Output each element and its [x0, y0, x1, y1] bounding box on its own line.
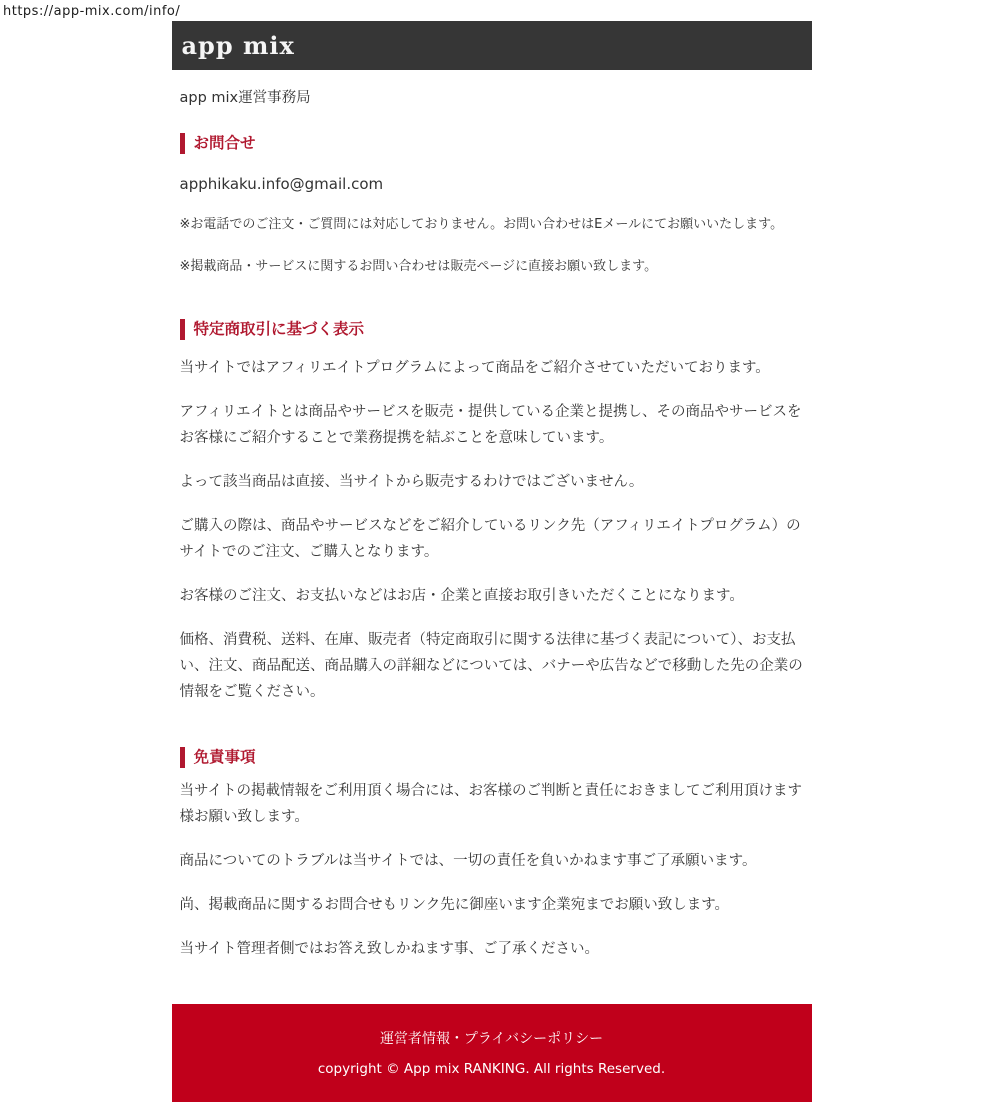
commerce-paragraph: 価格、消費税、送料、在庫、販売者（特定商取引に関する法律に基づく表記について）、お支払い、注文、商品配送、商品購入の詳細などについては、バナーや広告などで移動した先の企業の情報をご覧ください。 — [179, 632, 803, 700]
main-content — [172, 87, 812, 962]
contact-email: apphikaku.info@gmail.com — [179, 175, 384, 193]
section-disclaimer — [180, 747, 804, 962]
commerce-paragraph: よって該当商品は直接、当サイトから販売するわけではございません。 — [179, 474, 644, 490]
disclaimer-paragraph: 当サイトの掲載情報をご利用頂く場合には、お客様のご判断と責任におきましてご利用頂けます様お願い致します。 — [179, 783, 802, 825]
privacy-policy-link[interactable]: 運営者情報・プライバシーポリシー — [379, 1031, 604, 1047]
disclaimer-section-heading: 免責事項 — [180, 747, 804, 768]
contact-note: ※お電話でのご注文・ご質問には対応しておりません。お問い合わせはEメールにてお願いいたします。 — [179, 217, 784, 232]
site-header — [172, 21, 812, 70]
commerce-paragraph: お客様のご注文、お支払いなどはお店・企業と直接お取引きいただくことになります。 — [179, 588, 744, 604]
disclaimer-paragraph: 尚、掲載商品に関するお問合せもリンク先に御座います企業宛までお願い致します。 — [179, 897, 730, 913]
disclaimer-paragraph: 当サイト管理者側ではお答え致しかねます事、ご了承ください。 — [179, 941, 599, 957]
site-footer — [172, 1004, 812, 1102]
commerce-paragraph: アフィリエイトとは商品やサービスを販売・提供している企業と提携し、その商品やサービスをお客様にご紹介することで業務提携を結ぶことを意味しています。 — [179, 404, 802, 446]
commerce-section-heading: 特定商取引に基づく表示 — [180, 319, 804, 340]
site-operator-line: app mix運営事務局 — [179, 90, 311, 106]
disclaimer-paragraph: 商品についてのトラブルは当サイトでは、一切の責任を負いかねます事ご了承願います。 — [179, 853, 757, 869]
commerce-paragraph: ご購入の際は、商品やサービスなどをご紹介しているリンク先（アフィリエイトプログラム）のサイトでのご注文、ご購入となります。 — [179, 518, 801, 560]
commerce-paragraph: 当サイトではアフィリエイトプログラムによって商品をご紹介させていただいております。 — [179, 360, 770, 376]
page-container — [172, 21, 812, 962]
site-title: app mix — [181, 31, 295, 60]
section-contact — [180, 133, 804, 277]
contact-note: ※掲載商品・サービスに関するお問い合わせは販売ページに直接お願い致します。 — [179, 259, 658, 274]
address-url-label: https://app-mix.com/info/ — [3, 4, 181, 19]
section-commerce-disclosure — [180, 319, 804, 705]
contact-section-heading: お問合せ — [180, 133, 804, 154]
footer-copyright: copyright © App mix RANKING. All rights Reserved. — [317, 1061, 666, 1077]
